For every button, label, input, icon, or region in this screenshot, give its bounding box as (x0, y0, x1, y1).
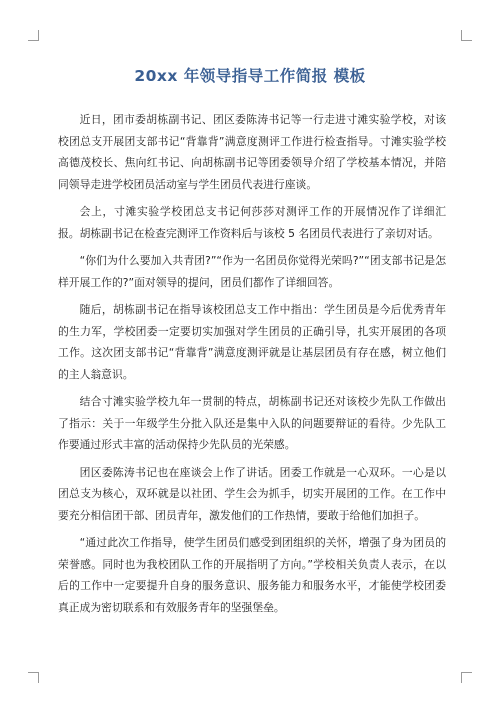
paragraph-2: 会上，寸滩实验学校团总支书记何莎莎对测评工作的开展情况作了详细汇报。胡栋副书记在检查完测评工作资料后与该校 5 名团员代表进行了亲切对话。 (58, 205, 446, 240)
paragraph-4: 随后，胡栋副书记在指导该校团总支工作中指出：学生团员是今后优秀青年的生力军，学校团委一定要切实加强对学生团员的正确引导，扎实开展团的各项工作。这次团支部书记“背靠背”满意度测评就是让基层团员有存在感，树立他们的主人翁意识。 (58, 303, 446, 381)
document-body (58, 109, 446, 618)
corner-mark-bottom-left (28, 672, 39, 683)
paragraph-6: 团区委陈涛书记也在座谈会上作了讲话。团委工作就是一心双环。一心是以团总支为核心，双环就是以社团、学生会为抓手，切实开展团的工作。在工作中要充分相信团干部、团员青年，激发他们的工作热情，要敢于给他们加担子。 (58, 465, 446, 522)
paragraph-3: “你们为什么要加入共青团?”“作为一名团员你觉得光荣吗?”“团支部书记是怎样开展工作的?”面对领导的提问，团员们都作了详细回答。 (58, 254, 446, 289)
corner-mark-bottom-right (461, 672, 472, 683)
corner-mark-top-left (28, 30, 39, 41)
paragraph-7: “通过此次工作指导，使学生团员们感受到团组织的关怀，增强了身为团员的荣誉感。同时也为我校团队工作的开展指明了方向。”学校相关负责人表示，在以后的工作中一定要提升自身的服务意识、服务能力和服务水平，才能使学校团委真正成为密切联系和有效服务青年的坚强堡垒。 (58, 536, 446, 614)
paragraph-5: 结合寸滩实验学校九年一贯制的特点，胡栋副书记还对该校少先队工作做出了指示：关于一年级学生分批入队还是集中入队的问题要辩证的看待。少先队工作要通过形式丰富的活动保持少先队员的光荣感。 (58, 395, 446, 451)
paragraph-1: 近日，团市委胡栋副书记、团区委陈涛书记等一行走进寸滩实验学校，对该校团总支开展团支部书记“背靠背”满意度测评工作进行检查指导。寸滩实验学校高德茂校长、焦向红书记、向胡栋副书记等团委领导介绍了学校基本情况，并陪同领导走进学校团员活动室与学生团员代表进行座谈。 (58, 113, 446, 191)
corner-mark-top-right (461, 30, 472, 41)
document-title: 20xx 年领导指导工作简报 模板 (134, 67, 366, 85)
